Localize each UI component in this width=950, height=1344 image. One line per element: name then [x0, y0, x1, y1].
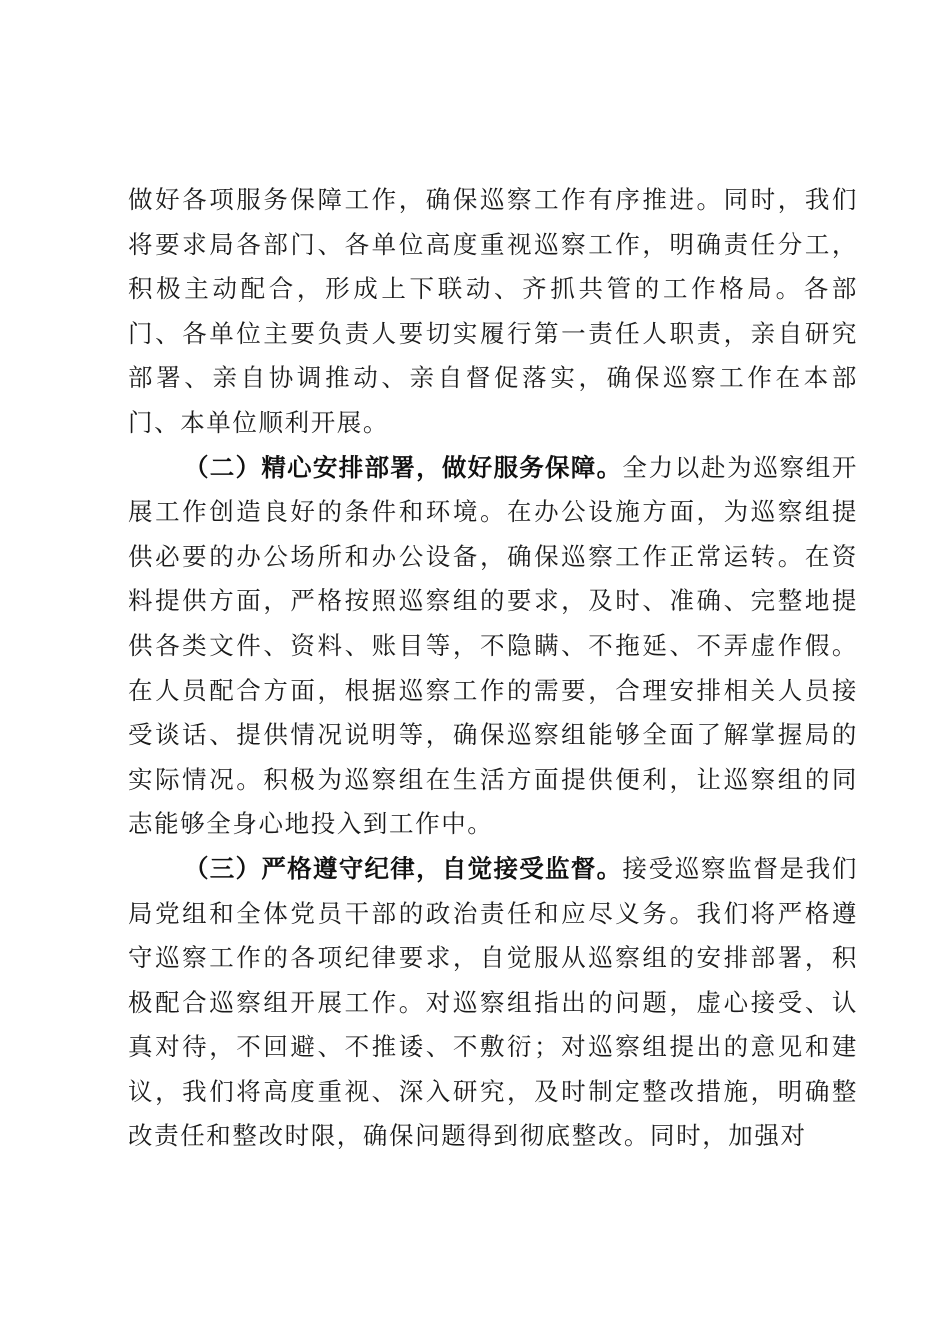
paragraph-section-three	[128, 847, 858, 1159]
paragraph-body-text: 做好各项服务保障工作，确保巡察工作有序推进。同时，我们将要求局各部门、各单位高度重视巡察工作，明确责任分工，积极主动配合，形成上下联动、齐抓共管的工作格局。各部门、各单位主要负责人要切实履行第一责任人职责，亲自研究部署、亲自协调推动、亲自督促落实，确保巡察工作在本部门、本单位顺利开展。	[128, 185, 858, 437]
document-body	[128, 178, 858, 1159]
section-three-body-text: 接受巡察监督是我们局党组和全体党员干部的政治责任和应尽义务。我们将严格遵守巡察工作的各项纪律要求，自觉服从巡察组的安排部署，积极配合巡察组开展工作。对巡察组指出的问题，虚心接受、认真对待，不回避、不推诿、不敷衍；对巡察组提出的意见和建议，我们将高度重视、深入研究，及时制定整改措施，明确整改责任和整改时限，确保问题得到彻底整改。同时，加强对	[128, 853, 858, 1151]
paragraph-service-guarantee-continued	[128, 178, 858, 446]
section-two-body-text: 全力以赴为巡察组开展工作创造良好的条件和环境。在办公设施方面，为巡察组提供必要的办公场所和办公设备，确保巡察工作正常运转。在资料提供方面，严格按照巡察组的要求，及时、准确、完整地提供各类文件、资料、账目等，不隐瞒、不拖延、不弄虚作假。在人员配合方面，根据巡察工作的需要，合理安排相关人员接受谈话、提供情况说明等，确保巡察组能够全面了解掌握局的实际情况。积极为巡察组在生活方面提供便利，让巡察组的同志能够全身心地投入到工作中。	[128, 452, 858, 839]
section-three-heading: （三）严格遵守纪律，自觉接受监督。	[184, 853, 623, 883]
section-two-heading: （二）精心安排部署，做好服务保障。	[184, 452, 623, 482]
paragraph-section-two	[128, 446, 858, 847]
